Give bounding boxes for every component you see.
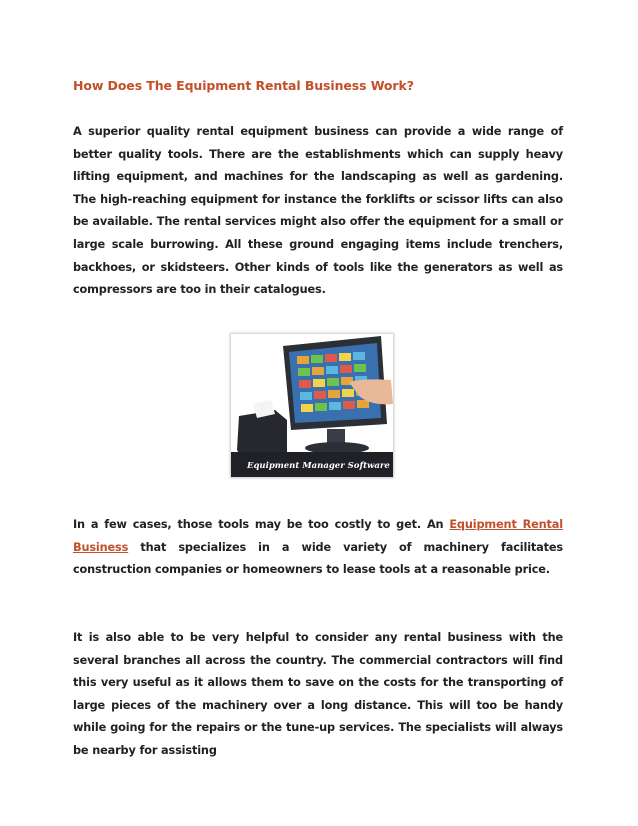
- pos-terminal-image: [230, 333, 394, 478]
- paragraph-intro: A superior quality rental equipment business can provide a wide range of better quality tools. There are the establishments which can supply heavy lifting equipment, and machines for the landscaping as well as gardening. The high-reaching equipment for instance the forklifts or scissor lifts can also be available. The rental services might also offer the equipment for a small or large scale burrowing. All these ground engaging items include trenchers, backhoes, or skidsteers. Other kinds of tools like the generators as well as compressors are too in their catalogues.: [73, 125, 563, 297]
- paragraph-rental-after: that specializes in a wide variety of machinery facilitates construction companies or homeowners to lease tools at a reasonable price.: [73, 540, 563, 577]
- image-caption: Equipment Manager Software: [247, 461, 390, 471]
- page-title: How Does The Equipment Rental Business Work?: [73, 78, 414, 93]
- equipment-rental-business-link[interactable]: Equipment Rental Business: [73, 518, 564, 554]
- pos-terminal-illustration: [231, 334, 393, 477]
- paragraph-rental-business: [73, 514, 563, 582]
- paragraph-rental-before: In a few cases, those tools may be too costly to get. An: [73, 518, 450, 531]
- paragraph-branches: It is also able to be very helpful to consider any rental business with the several branches all across the country. The commercial contractors will find this very useful as it allows them to save on the costs for the transporting of large pieces of the machinery over a long distance. This will too be handy while going for the repairs or the tune-up services. The specialists will always be nearby for assisting: [73, 631, 563, 757]
